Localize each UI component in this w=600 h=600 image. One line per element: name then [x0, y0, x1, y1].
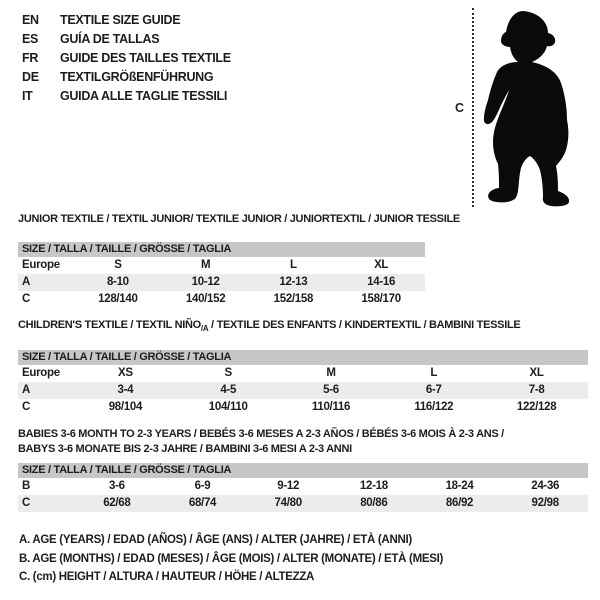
table-cell: L — [430, 367, 438, 380]
table-cell: S — [224, 367, 232, 380]
footnote-c: C. (cm) HEIGHT / ALTURA / HAUTEUR / HÖHE / ALTEZZA — [19, 571, 315, 583]
table-cell: 152/158 — [273, 293, 314, 305]
table-cell: 6-9 — [194, 480, 211, 492]
footnote-a: A. AGE (YEARS) / EDAD (AÑOS) / ÂGE (ANS) / ALTER (JAHRE) / ETÀ (ANNI) — [19, 534, 412, 546]
table-row — [18, 382, 588, 399]
size-header-bar: SIZE / TALLA / TAILLE / GRÖSSE / TAGLIA — [18, 350, 588, 365]
table-cell: 6-7 — [425, 384, 442, 397]
language-row — [22, 49, 231, 68]
table-cell: 128/140 — [98, 293, 138, 305]
junior-size-table — [18, 212, 460, 308]
language-row — [22, 68, 231, 87]
table-title-text: CHILDREN'S TEXTILE / TEXTIL NIÑO — [18, 319, 201, 331]
baby-silhouette-icon — [430, 0, 600, 230]
table-cell: 92/98 — [531, 497, 559, 509]
table-cell: 12-13 — [279, 276, 308, 288]
table-cell: 24-36 — [531, 480, 560, 492]
table-title: BABYS 3-6 MONATE BIS 2-3 JAHRE / BAMBINI 3-6 MESI A 2-3 ANNI — [18, 443, 352, 455]
language-row — [22, 11, 231, 30]
table-cell: 86/92 — [445, 497, 474, 509]
table-row — [18, 478, 588, 495]
table-cell: XL — [374, 259, 389, 271]
table-cell: 62/68 — [103, 497, 131, 509]
table-cell: M — [326, 367, 336, 380]
language-title: GUÍA DE TALLAS — [60, 32, 160, 46]
table-cell: 18-24 — [445, 480, 474, 492]
table-cell: 14-16 — [367, 276, 396, 288]
table-cell: 4-5 — [220, 384, 237, 397]
table-cell: 140/152 — [185, 293, 226, 305]
language-code: IT — [22, 89, 33, 103]
table-cell: 3-4 — [117, 384, 134, 397]
table-cell: 116/122 — [414, 401, 454, 414]
legend-footnotes — [19, 531, 443, 587]
language-title: TEXTILGRÖßENFÜHRUNG — [60, 70, 214, 84]
table-row — [18, 291, 425, 308]
language-row — [22, 30, 231, 49]
table-title-subscript: /A — [200, 324, 209, 334]
table-title — [18, 318, 588, 336]
table-row — [18, 495, 588, 512]
table-cell: S — [114, 259, 122, 271]
size-header-bar: SIZE / TALLA / TAILLE / GRÖSSE / TAGLIA — [18, 242, 425, 257]
language-row — [22, 87, 231, 106]
row-label: A — [22, 384, 31, 397]
language-title: GUIDA ALLE TAGLIE TESSILI — [60, 89, 228, 103]
table-cell: 7-8 — [528, 384, 545, 397]
table-cell: 5-6 — [323, 384, 339, 397]
table-cell: XS — [118, 367, 133, 380]
table-body — [18, 478, 588, 512]
table-cell: 8-10 — [106, 276, 129, 288]
height-measure-label: C — [455, 101, 464, 115]
table-cell: XL — [529, 367, 544, 380]
row-label: B — [22, 480, 31, 492]
table-row — [18, 365, 588, 382]
table-cell: 80/86 — [360, 497, 388, 509]
table-cell: M — [200, 259, 211, 271]
babies-size-table — [18, 427, 588, 512]
table-cell: 68/74 — [188, 497, 217, 509]
language-code: ES — [22, 32, 39, 46]
table-cell: 158/170 — [361, 293, 401, 305]
table-body — [18, 257, 425, 308]
table-body — [18, 365, 588, 416]
table-cell: 12-18 — [359, 480, 388, 492]
language-header — [22, 11, 231, 106]
language-code: EN — [22, 13, 39, 27]
row-label: C — [22, 401, 31, 414]
table-cell: 10-12 — [191, 276, 220, 288]
row-label: C — [22, 497, 31, 509]
table-cell: 9-12 — [277, 480, 300, 492]
table-row — [18, 257, 425, 274]
table-cell: L — [290, 259, 297, 271]
table-cell: 110/116 — [311, 401, 351, 414]
language-title: TEXTILE SIZE GUIDE — [60, 13, 181, 27]
language-code: DE — [22, 70, 39, 84]
table-title: BABIES 3-6 MONTH TO 2-3 YEARS / BEBÉS 3-6 MESES A 2-3 AÑOS / BÉBÉS 3-6 MOIS À 2-3 ANS / — [18, 428, 504, 440]
row-label: Europe — [22, 259, 60, 271]
table-row — [18, 274, 425, 291]
row-label: C — [22, 293, 31, 305]
row-label: A — [22, 276, 31, 288]
table-row — [18, 399, 588, 416]
language-title: GUIDE DES TAILLES TEXTILE — [60, 51, 231, 65]
table-cell: 74/80 — [274, 497, 302, 509]
footnote-b: B. AGE (MONTHS) / EDAD (MESES) / ÂGE (MOIS) / ALTER (MONATE) / ETÀ (MESI) — [19, 552, 444, 565]
table-title-text: / TEXTILE DES ENFANTS / KINDERTEXTIL / BAMBINI TESSILE — [208, 319, 521, 331]
children-size-table — [18, 318, 588, 416]
table-title: JUNIOR TEXTILE / TEXTIL JUNIOR/ TEXTILE JUNIOR / JUNIORTEXTIL / JUNIOR TESSILE — [18, 213, 460, 225]
size-header-bar: SIZE / TALLA / TAILLE / GRÖSSE / TAGLIA — [18, 463, 588, 478]
table-cell: 3-6 — [108, 480, 125, 492]
language-code: FR — [22, 51, 39, 65]
row-label: Europe — [22, 367, 60, 380]
table-cell: 98/104 — [108, 401, 143, 414]
table-cell: 104/110 — [208, 401, 248, 414]
table-cell: 122/128 — [516, 401, 557, 414]
